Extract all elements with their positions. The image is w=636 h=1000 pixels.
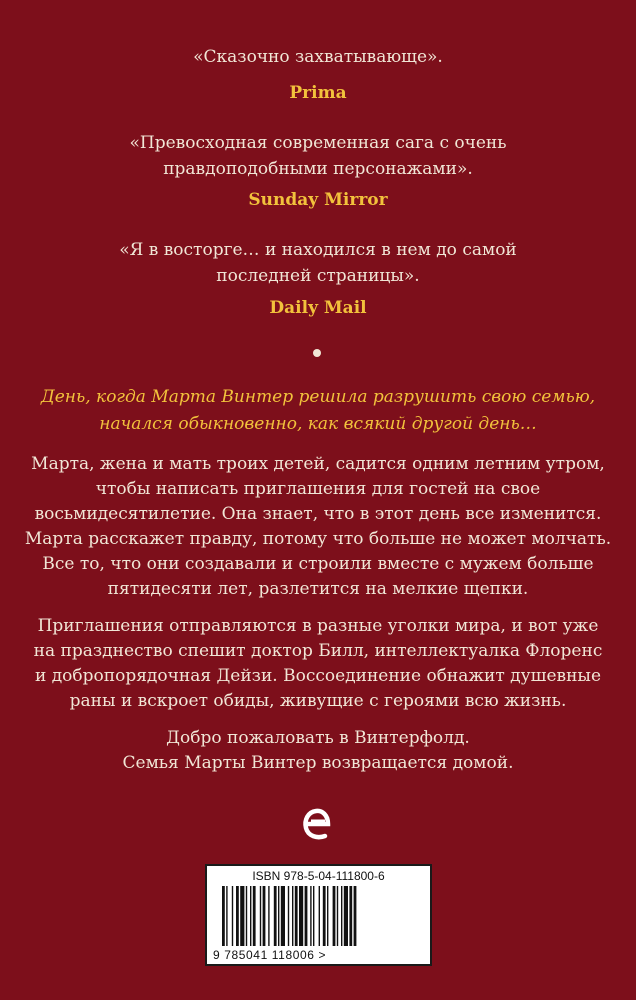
review-quote-1: «Сказочно захватывающе». bbox=[193, 47, 443, 67]
barcode-bar bbox=[310, 886, 311, 946]
barcode-bar bbox=[240, 886, 244, 946]
barcode-box bbox=[205, 864, 432, 966]
barcode-bar bbox=[246, 886, 247, 946]
barcode-bar bbox=[260, 886, 261, 946]
barcode-bar bbox=[344, 886, 348, 946]
paragraph-line: Семья Марты Винтер возвращается домой. bbox=[122, 753, 514, 773]
barcode-bar bbox=[299, 886, 303, 946]
barcode-bar bbox=[323, 886, 326, 946]
review-quote-3 bbox=[40, 237, 596, 289]
barcode-bar bbox=[341, 886, 342, 946]
barcode-bar bbox=[268, 886, 269, 946]
barcode-bar bbox=[250, 886, 251, 946]
barcode-bar bbox=[313, 886, 314, 946]
barcode-icon bbox=[222, 886, 418, 946]
barcode-bar bbox=[263, 886, 266, 946]
paragraph-line: Марта, жена и мать троих детей, садится одним летним утром, bbox=[31, 454, 605, 474]
paragraph-line: Добро пожаловать в Винтерфолд. bbox=[166, 728, 470, 748]
paragraph-line: Марта расскажет правду, потому что больше не может молчать. bbox=[24, 529, 612, 549]
review-quote-2 bbox=[40, 130, 596, 182]
paragraph-line: Все то, что они создавали и строили вместе с мужем больше bbox=[42, 554, 594, 574]
barcode-bar bbox=[337, 886, 338, 946]
review-source-1: Prima bbox=[289, 83, 347, 103]
barcode-bar bbox=[305, 886, 308, 946]
barcode-bar bbox=[253, 886, 256, 946]
barcode-bar bbox=[327, 886, 328, 946]
barcode-bar bbox=[292, 886, 293, 946]
description-paragraph-1 bbox=[22, 452, 614, 602]
review-quote-3-line-2: последней страницы». bbox=[216, 266, 420, 286]
paragraph-line: восьмидесятилетие. Она знает, что в этот день все изменится. bbox=[34, 504, 602, 524]
barcode-bar bbox=[354, 886, 357, 946]
description-paragraph-3 bbox=[22, 726, 614, 776]
isbn-label: ISBN 978-5-04-111800-6 bbox=[252, 869, 385, 883]
paragraph-line: чтобы написать приглашения для гостей на свое bbox=[95, 479, 541, 499]
separator-dot bbox=[313, 349, 321, 357]
barcode-bar bbox=[236, 886, 239, 946]
lead-line-1: День, когда Марта Винтер решила разрушить свою семью, bbox=[40, 387, 596, 407]
barcode-bar bbox=[274, 886, 277, 946]
paragraph-line: Приглашения отправляются в разные уголки мира, и вот уже bbox=[37, 616, 599, 636]
paragraph-line: раны и вскроет обиды, живущие с героями всю жизнь. bbox=[69, 691, 567, 711]
review-quote-2-line-1: «Превосходная современная сага с очень bbox=[129, 133, 507, 153]
paragraph-line: и добропорядочная Дейзи. Воссоединение обнажит душевные bbox=[34, 666, 602, 686]
paragraph-line: на празднество спешит доктор Билл, интеллектуалка Флоренс bbox=[33, 641, 603, 661]
barcode-bar bbox=[222, 886, 225, 946]
description-paragraph-2 bbox=[22, 614, 614, 714]
barcode-bar bbox=[226, 886, 227, 946]
lead-text bbox=[20, 384, 616, 438]
lead-line-2: начался обыкновенно, как всякий другой день… bbox=[99, 414, 537, 434]
review-source-2: Sunday Mirror bbox=[248, 190, 388, 210]
barcode-bar bbox=[295, 886, 298, 946]
barcode-bar bbox=[349, 886, 352, 946]
review-source-3: Daily Mail bbox=[269, 298, 367, 318]
barcode-digits: 9 785041 118006 > bbox=[213, 948, 327, 962]
barcode-bar bbox=[333, 886, 336, 946]
barcode-bar bbox=[232, 886, 233, 946]
review-quote-2-line-2: правдоподобными персонажами». bbox=[163, 159, 473, 179]
barcode-bar bbox=[281, 886, 285, 946]
publisher-logo-icon bbox=[298, 803, 338, 843]
review-quote-3-line-1: «Я в восторге… и находился в нем до самой bbox=[119, 240, 517, 260]
barcode-bar bbox=[278, 886, 279, 946]
barcode-bar bbox=[288, 886, 289, 946]
paragraph-line: пятидесяти лет, разлетится на мелкие щепки. bbox=[107, 579, 529, 599]
barcode-bar bbox=[319, 886, 320, 946]
